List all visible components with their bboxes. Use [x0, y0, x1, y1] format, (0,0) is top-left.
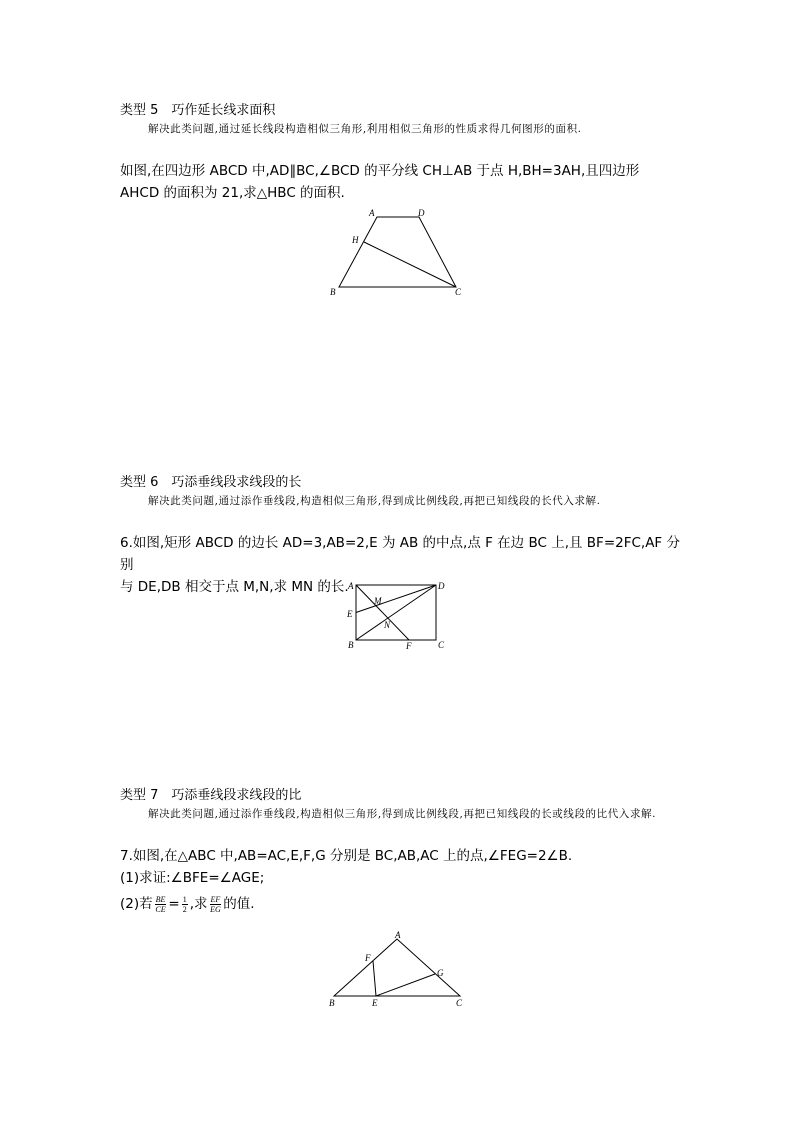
part2-mid: ,求 — [189, 896, 208, 912]
frac-ce-denominator: CE — [155, 904, 166, 914]
figure-triangle-abc — [320, 930, 475, 1015]
label-d: D — [418, 208, 425, 218]
problem-7-line1: 7.如图,在△ABC 中,AB=AC,E,F,G 分别是 BC,AB,AC 上的点,∠FEG=2∠B. — [120, 848, 573, 864]
frac-be-numerator: BE — [155, 894, 166, 904]
label-d: D — [438, 581, 445, 591]
section-title-type5: 类型 5 巧作延长线求面积 — [120, 103, 276, 118]
section-title-type7: 类型 7 巧添垂线段求线段的比 — [120, 788, 302, 803]
label-c: C — [455, 287, 462, 297]
segment-af — [356, 585, 409, 640]
trapezoid-abcd — [339, 217, 456, 287]
segment-ch — [364, 242, 456, 287]
label-h: H — [352, 235, 359, 245]
segment-de — [356, 585, 436, 613]
problem-7-part2 — [120, 893, 690, 915]
section-title-type6: 类型 6 巧添垂线段求线段的长 — [120, 475, 302, 490]
label-m: M — [374, 596, 382, 606]
label-e: E — [372, 998, 378, 1008]
problem-6-line1: 6.如图,矩形 ABCD 的边长 AD=3,AB=2,E 为 AB 的中点,点 F 在边 BC 上,且 BF=2FC,AF 分别 — [120, 535, 680, 573]
frac-one-numerator: 1 — [182, 894, 187, 904]
problem-7 — [120, 845, 690, 915]
segment-db — [356, 585, 436, 640]
label-c: C — [456, 998, 463, 1008]
label-f: F — [365, 953, 371, 963]
label-g: G — [437, 968, 444, 978]
label-n: N — [384, 620, 391, 630]
segments-fe-eg — [373, 961, 435, 996]
problem-5-line1: 如图,在四边形 ABCD 中,AD∥BC,∠BCD 的平分线 CH⊥AB 于点 H,BH=3AH,且四边形 — [120, 163, 640, 179]
problem-6-line2: 与 DE,DB 相交于点 M,N,求 MN 的长. — [120, 579, 349, 595]
label-a: A — [348, 581, 354, 591]
label-b: B — [329, 998, 335, 1008]
figure-rectangle-abcd — [340, 577, 455, 652]
label-b: B — [330, 287, 336, 297]
label-c: C — [438, 640, 445, 650]
label-e: E — [347, 609, 353, 619]
frac-ef-numerator: EF — [210, 894, 221, 904]
figure-trapezoid-abcd — [320, 205, 470, 300]
fraction-one-half — [182, 895, 188, 914]
equals-sign: = — [168, 896, 180, 912]
section-description-type7: 解决此类问题,通过添作垂线段,构造相似三角形,得到成比例线段,再把已知线段的长或线段的比代入求解. — [148, 808, 657, 820]
section-description-type5: 解决此类问题,通过延长线段构造相似三角形,利用相似三角形的性质求得几何图形的面积. — [148, 123, 582, 135]
label-f: F — [406, 641, 412, 651]
problem-7-part1: (1)求证:∠BFE=∠AGE; — [120, 870, 265, 886]
frac-eg-denominator: EG — [210, 904, 221, 914]
frac-two-denominator: 2 — [182, 904, 187, 914]
section-description-type6: 解决此类问题,通过添作垂线段,构造相似三角形,得到成比例线段,再把已知线段的长代入求解. — [148, 495, 601, 507]
fraction-ef-eg — [210, 895, 222, 914]
label-a: A — [395, 930, 401, 940]
part2-prefix: (2)若 — [120, 896, 153, 912]
problem-5 — [120, 160, 690, 204]
fraction-be-ce — [155, 895, 167, 914]
problem-5-line2: AHCD 的面积为 21,求△HBC 的面积. — [120, 185, 345, 201]
label-a: A — [369, 208, 375, 218]
part2-suffix: 的值. — [223, 896, 255, 912]
label-b: B — [348, 640, 354, 650]
